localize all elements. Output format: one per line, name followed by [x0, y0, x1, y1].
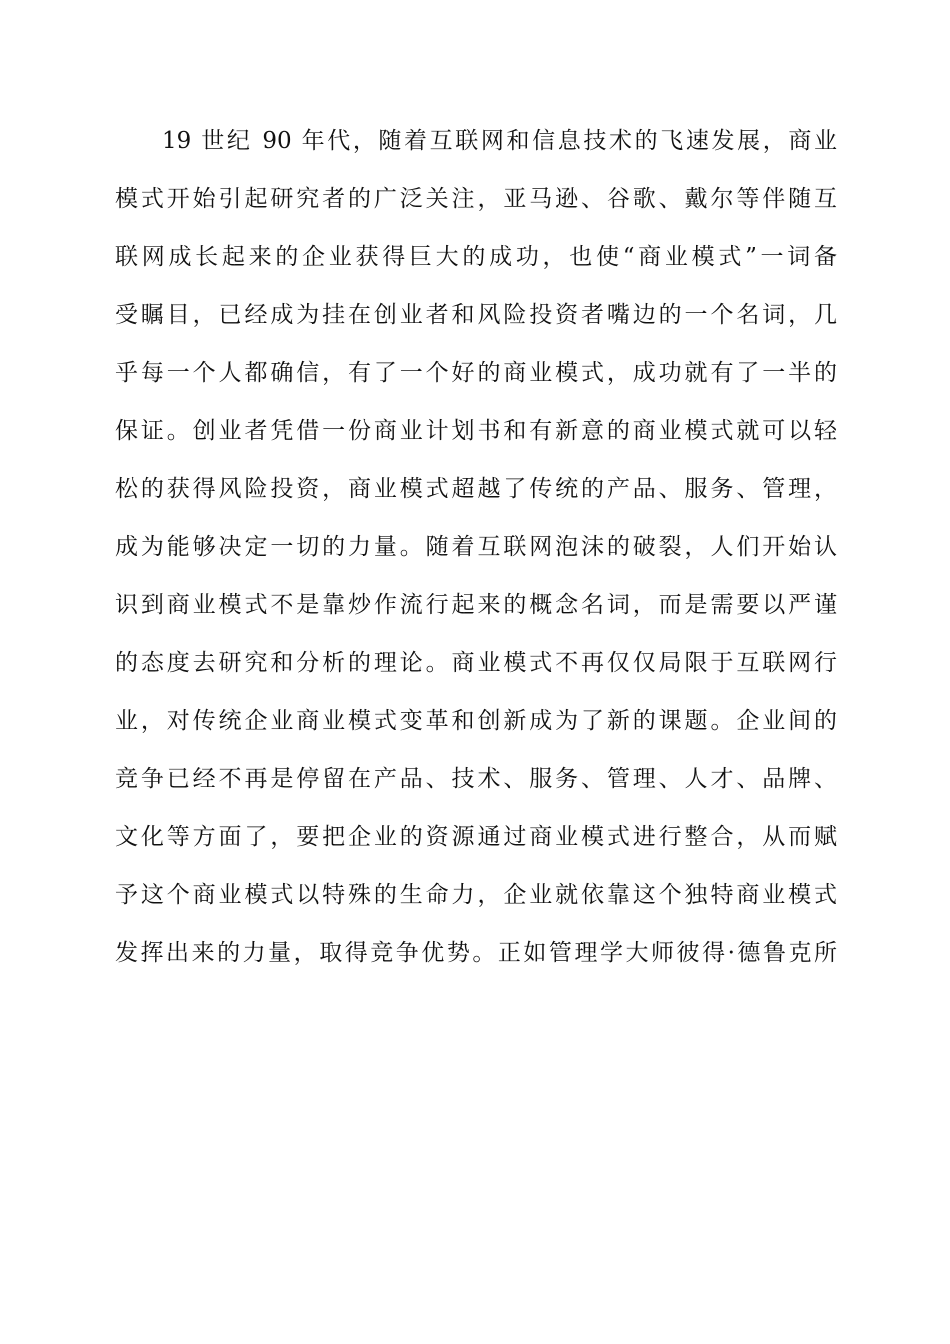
- paragraph-line: 松的获得风险投资，商业模式超越了传统的产品、服务、管理，: [115, 476, 837, 502]
- paragraph-line: 模式开始引起研究者的广泛关注，亚马逊、谷歌、戴尔等伴随互: [115, 186, 837, 212]
- body-paragraph: [115, 112, 837, 982]
- paragraph-line: 识到商业模式不是靠炒作流行起来的概念名词，而是需要以严谨: [115, 592, 837, 618]
- paragraph-line: 联网成长起来的企业获得巨大的成功，也使“商业模式”一词备: [115, 244, 837, 270]
- paragraph-line: 文化等方面了，要把企业的资源通过商业模式进行整合，从而赋: [115, 824, 837, 850]
- paragraph-line: 竞争已经不再是停留在产品、技术、服务、管理、人才、品牌、: [115, 766, 837, 792]
- paragraph-line: 19 世纪 90 年代，随着互联网和信息技术的飞速发展，商业: [162, 128, 837, 154]
- paragraph-line: 予这个商业模式以特殊的生命力，企业就依靠这个独特商业模式: [115, 882, 837, 908]
- paragraph-line: 受瞩目，已经成为挂在创业者和风险投资者嘴边的一个名词，几: [115, 302, 837, 328]
- paragraph-line: 业，对传统企业商业模式变革和创新成为了新的课题。企业间的: [115, 708, 837, 734]
- paragraph-line: 保证。创业者凭借一份商业计划书和有新意的商业模式就可以轻: [115, 418, 837, 444]
- paragraph-line: 乎每一个人都确信，有了一个好的商业模式，成功就有了一半的: [115, 360, 837, 386]
- paragraph-line: 发挥出来的力量，取得竞争优势。正如管理学大师彼得·德鲁克所: [115, 940, 837, 966]
- paragraph-line: 成为能够决定一切的力量。随着互联网泡沫的破裂，人们开始认: [115, 534, 837, 560]
- paragraph-line: 的态度去研究和分析的理论。商业模式不再仅仅局限于互联网行: [115, 650, 837, 676]
